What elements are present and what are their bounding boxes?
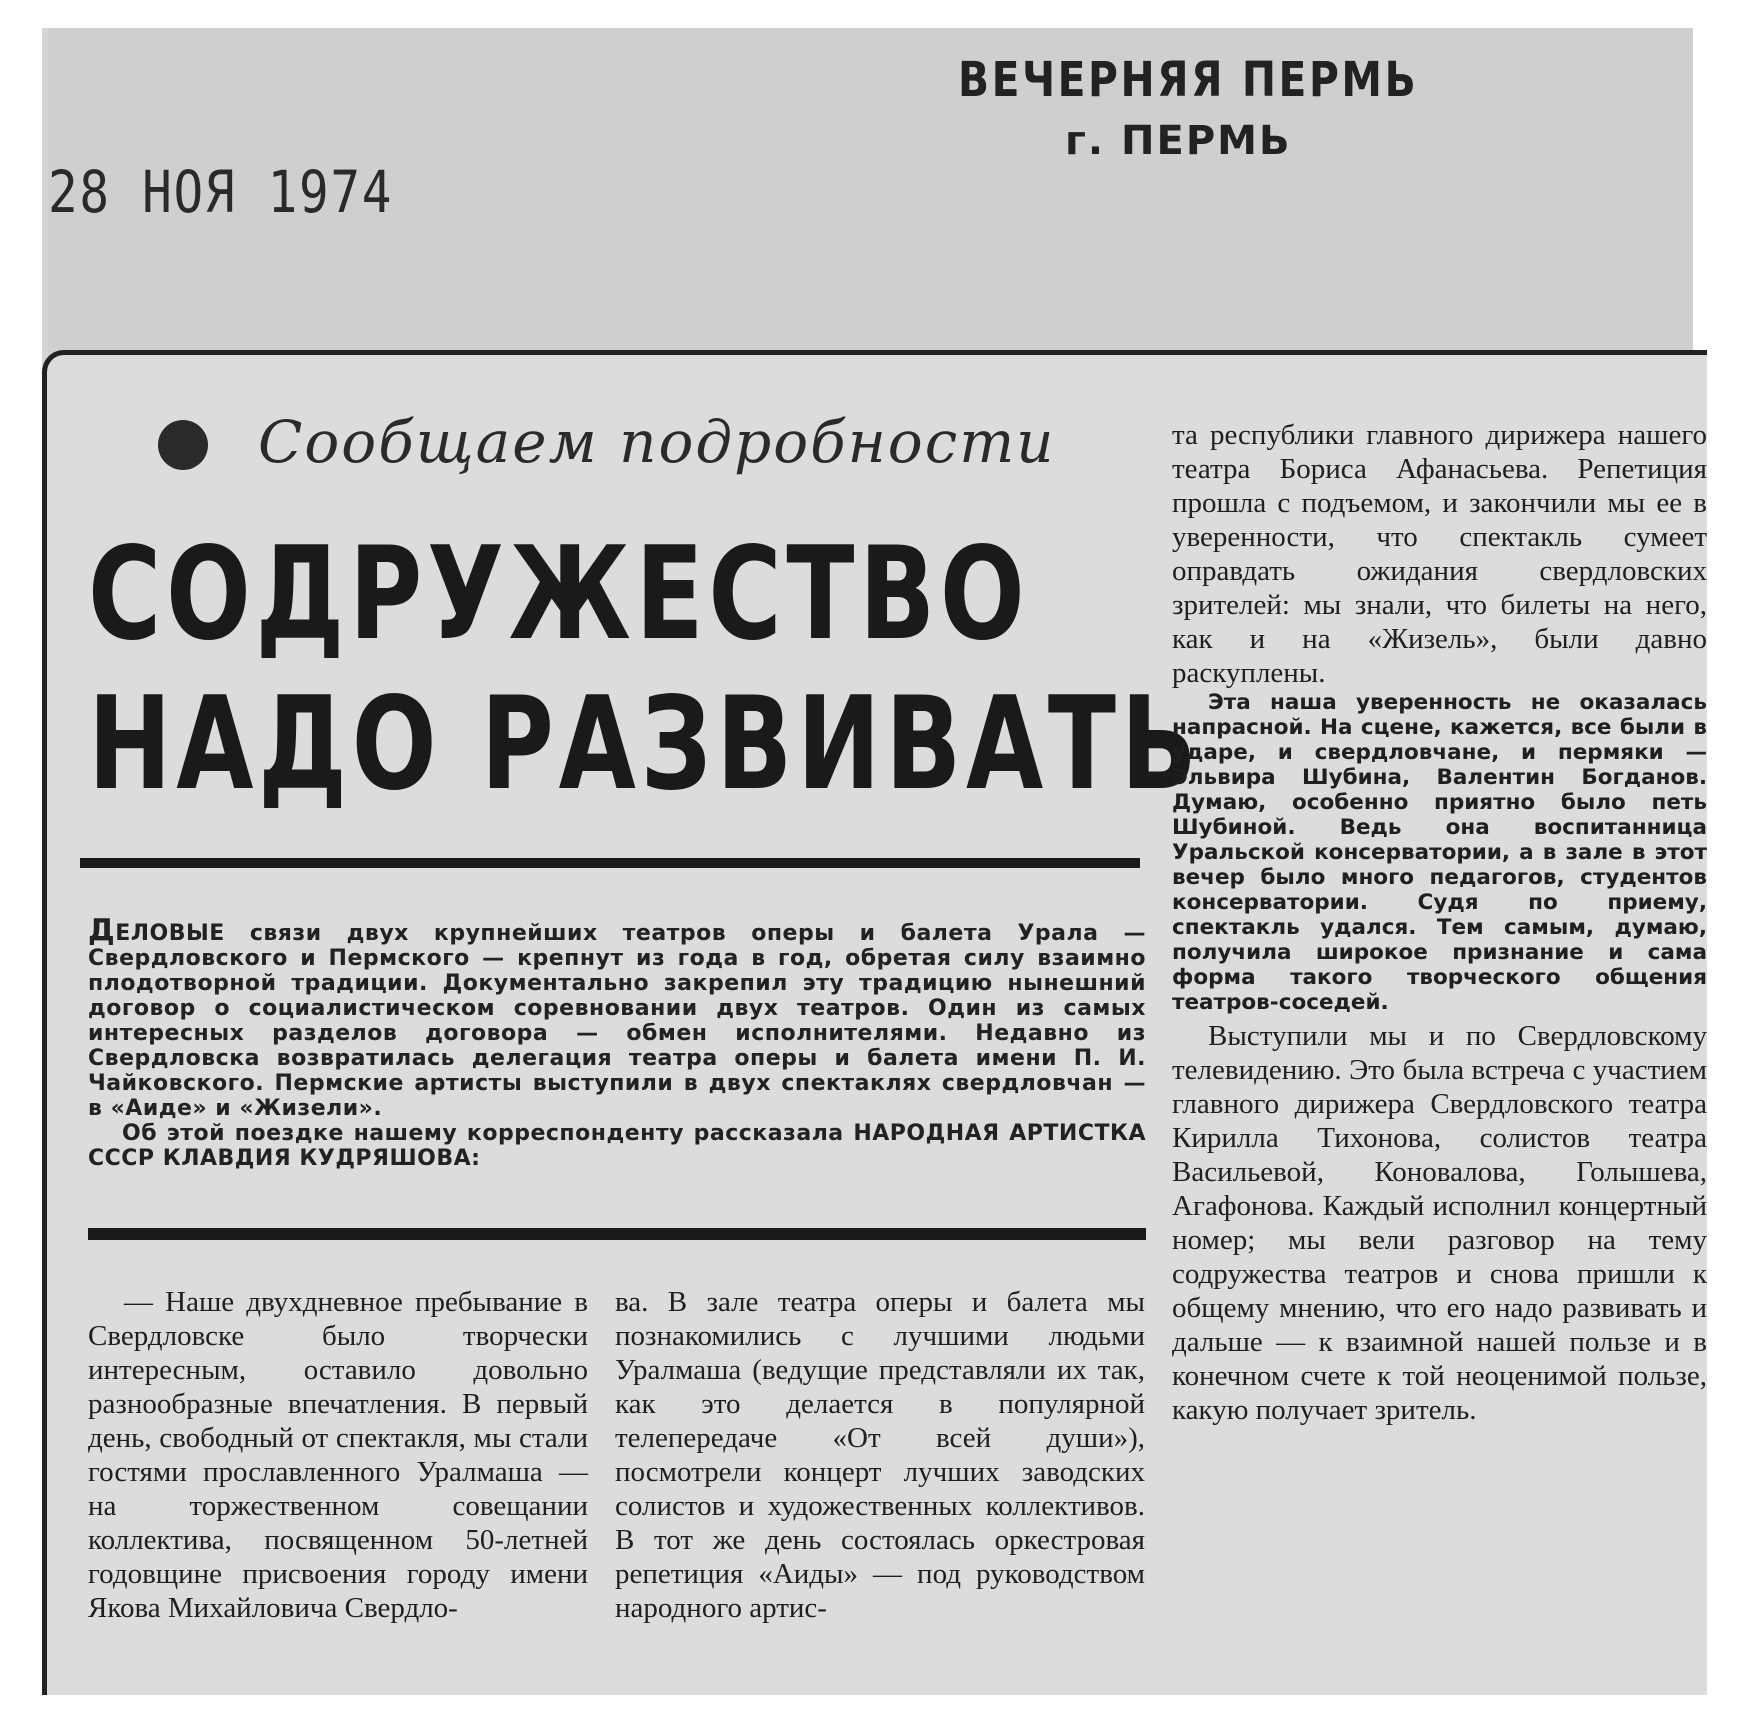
column-2 xyxy=(615,1285,1145,1625)
column-1-text: — Наше двухдневное пребывание в Свердловске было творчески интересным, оставило довольно разнообразные впечатления. В первый день, свободный от спектакля, мы стали гостями прославленного Уралмаша — на торжественном совещании коллектива, посвященном 50-летней годовщине присвоения городу имени Якова Михайловича Свердло- xyxy=(88,1286,588,1624)
headline-line-2: НАДО РАЗВИВАТЬ xyxy=(88,670,1202,819)
bullet-icon xyxy=(158,420,208,470)
column-1 xyxy=(88,1285,588,1625)
date-stamp: 28 НОЯ 1974 xyxy=(48,158,394,226)
column-3 xyxy=(1172,418,1707,1427)
headline-line-1: СОДРУЖЕСТВО xyxy=(88,520,1030,669)
lead-dropcap: Д xyxy=(88,913,116,948)
lead-paragraph xyxy=(88,913,1146,1171)
lead-credit: Об этой поездке нашему корреспонденту рассказала НАРОДНАЯ АРТИСТКА СССР КЛАВДИЯ КУДРЯШОВА: xyxy=(88,1121,1146,1171)
newspaper-name-stamp: ВЕЧЕРНЯЯ ПЕРМЬ xyxy=(958,52,1419,108)
headline xyxy=(88,520,1202,820)
column-3-para-3: Выступили мы и по Свердловскому телевидению. Это была встреча с участием главного дирижера Свердловского театра Кирилла Тихонова, солистов театра Васильевой, Коновалова, Голышева, Агафонова. Каждый исполнил концертный номер; мы вели разговор на тему содружества театров и снова пришли к общему мнению, что его надо развивать и дальше — к взаимной нашей пользе и в конечном счете к той неоценимой пользе, какую получает зритель. xyxy=(1172,1020,1707,1426)
column-2-text: ва. В зале театра оперы и балета мы познакомились с лучшими людьми Уралмаша (ведущие представляли их так, как это делается в популярной телепередаче «От всей души»), посмотрели концерт лучших заводских солистов и художественных коллективов. В тот же день состоялась оркестровая репетиция «Аиды» — под руководством народного артис- xyxy=(615,1286,1145,1624)
column-3-para-2: Эта наша уверенность не оказалась напрасной. На сцене, кажется, все были в ударе, и свердловчане, и пермяки — Эльвира Шубина, Валентин Богданов. Думаю, особенно приятно было петь Шубиной. Ведь она воспитанница Уральской консерватории, а в зале в этот вечер было много педагогов, студентов консерватории. Судя по приему, спектакль удался. Тем самым, думаю, получила широкое признание и сама форма такого творческого общения театров-соседей. xyxy=(1172,690,1707,1015)
column-3-para-1: та республики главного дирижера нашего театра Бориса Афанасьева. Репетиция прошла с подъемом, и закончили мы ее в уверенности, что спектакль сумеет оправдать ожидания свердловских зрителей: мы знали, что билеты на него, как и на «Жизель», были давно раскуплены. xyxy=(1172,419,1707,689)
rubric: Сообщаем подробности xyxy=(258,408,1056,476)
headline-rule xyxy=(80,858,1140,868)
lead-rule xyxy=(88,1228,1146,1240)
lead-text: ЕЛОВЫЕ связи двух крупнейших театров оперы и балета Урала — Свердловского и Пермского — крепнут из года в год, обретая силу взаимно плодотворной традиции. Документально закрепил эту традицию нынешний договор о социалистическом соревновании двух театров. Один из самых интересных разделов договора — обмен исполнителями. Недавно из Свердловска возвратилась делегация театра оперы и балета имени П. И. Чайковского. Пермские артисты выступили в двух спектаклях свердловчан — в «Аиде» и «Жизели». xyxy=(88,921,1146,1121)
city-stamp: г. ПЕРМЬ xyxy=(1065,118,1292,164)
